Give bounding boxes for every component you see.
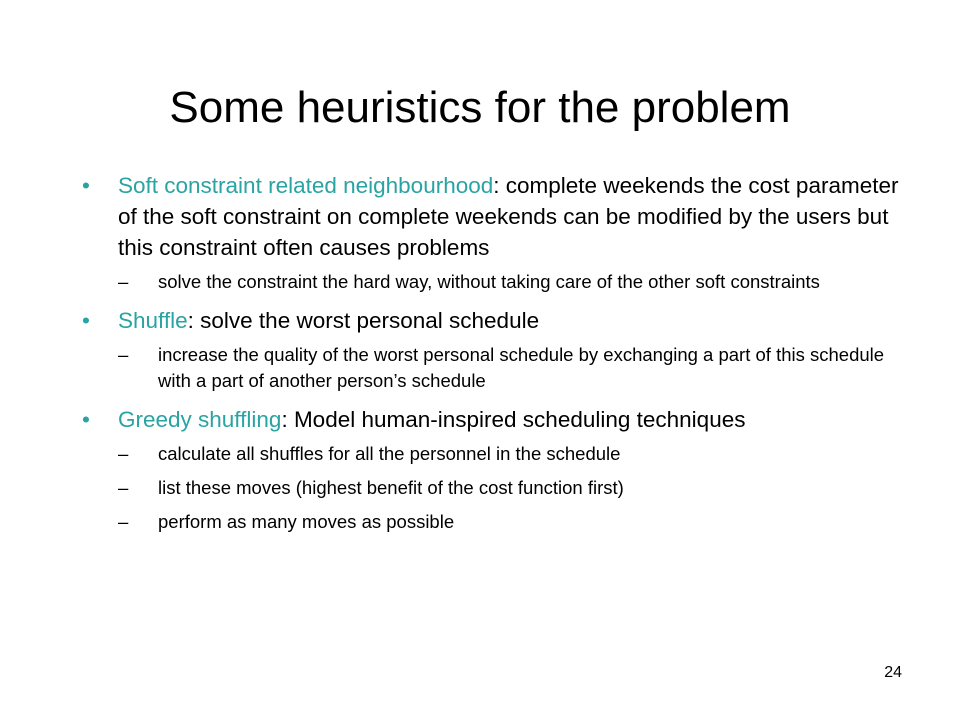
sublist [80,269,900,295]
sublist [80,342,900,394]
sub-item-text: increase the quality of the worst personal schedule by exchanging a part of this schedule with a part of another person’s schedule [158,344,885,391]
sub-item-text: solve the constraint the hard way, without taking care of the other soft constraints [158,271,820,292]
sub-item [80,441,900,467]
sub-marker: – [118,271,129,292]
sub-item-text: list these moves (highest benefit of the cost function first) [158,477,624,498]
bullet-highlight: Greedy shuffling [118,407,282,432]
sub-item [80,509,900,535]
bullet-text: : Model human-inspired scheduling techniques [281,407,746,432]
sub-item-text: perform as many moves as possible [158,511,455,532]
slide-body [80,170,900,545]
bullet-soft-constraint [80,170,900,263]
page-number: 24 [884,664,902,681]
sub-item [80,342,900,394]
bullet-highlight: Shuffle [118,308,188,333]
bullet-text: : solve the worst personal schedule [187,308,540,333]
bullet-marker: • [82,407,90,432]
sublist [80,441,900,535]
sub-marker: – [118,344,129,365]
sub-item-text: calculate all shuffles for all the personnel in the schedule [158,443,621,464]
sub-marker: – [118,477,129,498]
sub-item [80,475,900,501]
bullet-text: : complete weekends the cost parameter of the soft constraint on complete weekends can be modified by the users but this constraint often causes problems [118,173,899,260]
sub-marker: – [118,443,129,464]
bullet-highlight: Soft constraint related neighbourhood [118,173,494,198]
sub-marker: – [118,511,129,532]
slide-title: Some heuristics for the problem [169,83,791,132]
bullet-shuffle [80,305,900,336]
sub-item [80,269,900,295]
bullet-greedy-shuffling [80,404,900,435]
bullet-marker: • [82,173,90,198]
bullet-marker: • [82,308,90,333]
